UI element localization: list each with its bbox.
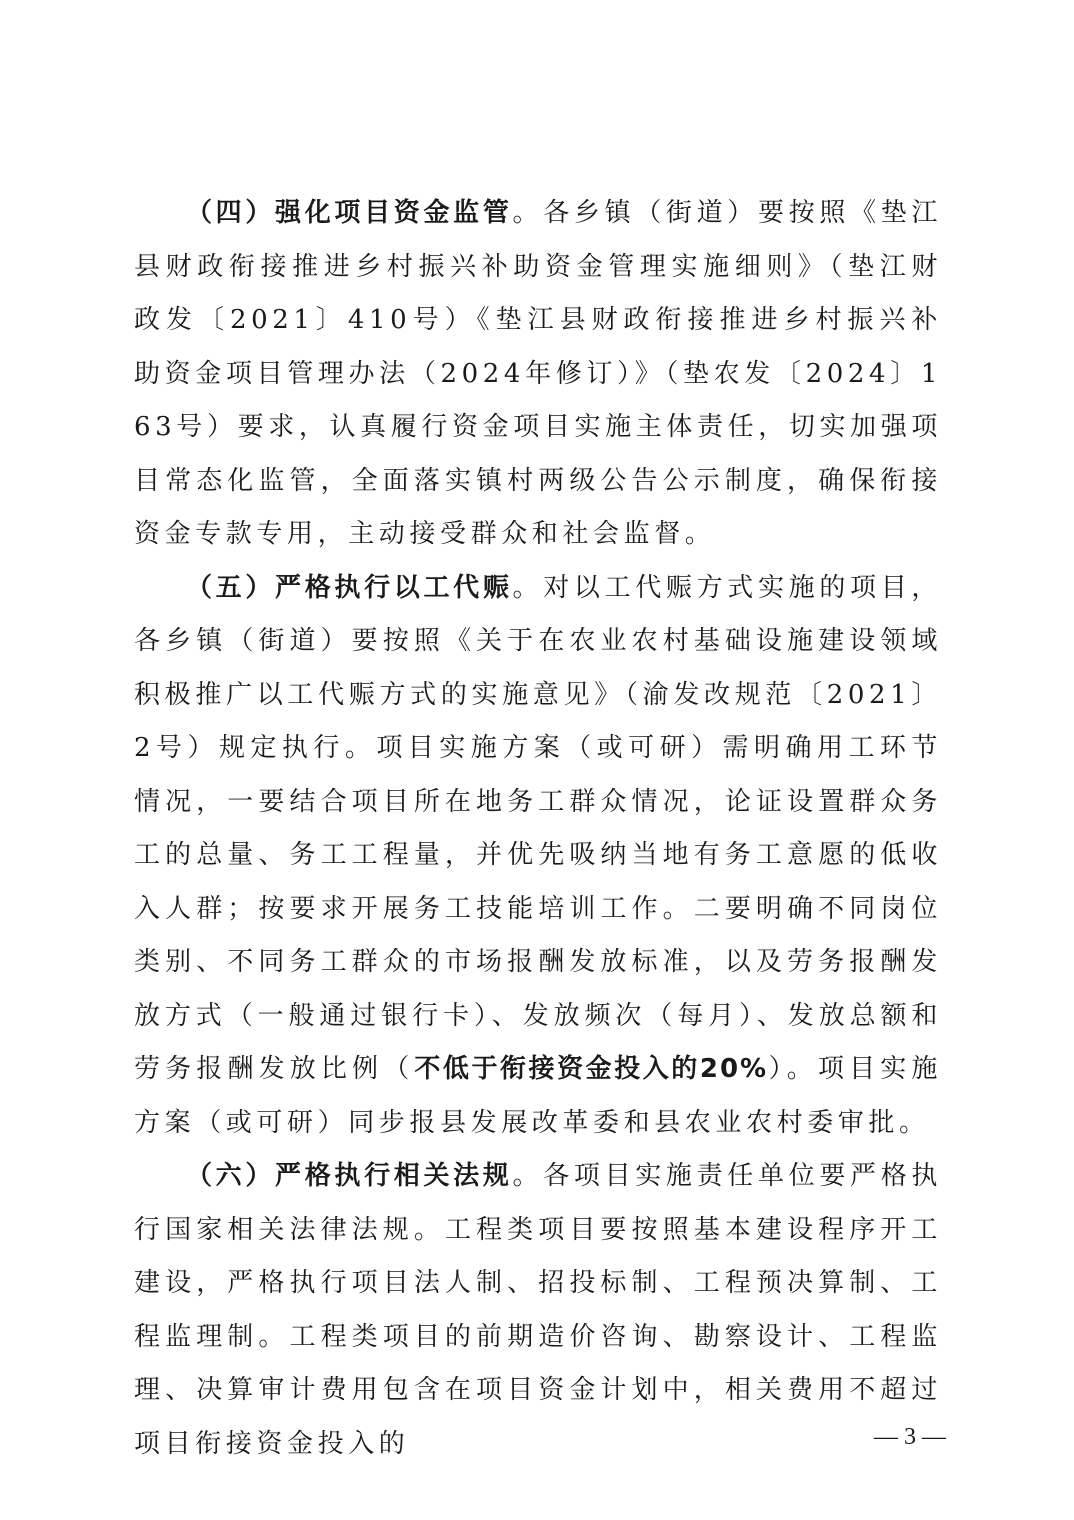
paragraph-text: 。各项目实施责任单位要严格执行国家相关法律法规。工程类项目要按照基本建设程序开工建设，严格执行项目法人制、招投标制、工程预决算制、工程监理制。工程类项目的前期造价咨询、勘察设计、工程监理、决算审计费用包含在项目资金计划中，相关费用不超过项目衔接资金投入的 [134,1161,942,1459]
section-heading-5: （五）严格执行以工代赈 [186,572,513,603]
paragraph-text: 。各乡镇（街道）要按照《垫江县财政衔接推进乡村振兴补助资金管理实施细则》（垫江财政发〔2021〕410号）《垫江县财政衔接推进乡村振兴补助资金项目管理办法（2024年修订）》（垫农发〔2024〕163号）要求，认真履行资金项目实施主体责任，切实加强项目常态化监管，全面落实镇村两级公告公示制度，确保衔接资金专款专用，主动接受群众和社会监督。 [134,198,942,549]
paragraph-text: 。对以工代赈方式实施的项目，各乡镇（街道）要按照《关于在农业农村基础设施建设领域积极推广以工代赈方式的实施意见》（渝发改规范〔2021〕2号）规定执行。项目实施方案（或可研）需明确用工环节情况，一要结合项目所在地务工群众情况，论证设置群众务工的总量、务工工程量，并优先吸纳当地有务工意愿的低收入人群；按要求开展务工技能培训工作。二要明确不同岗位类别、不同务工群众的市场报酬发放标准，以及劳务报酬发放方式（一般通过银行卡）、发放频次（每月）、发放总额和劳务报酬发放比例（ [134,572,942,1084]
document-body [134,187,942,1471]
paragraph-regulations [134,1150,942,1471]
page-number: — 3 — [874,1424,946,1450]
bold-emphasis: 不低于衔接资金投入的20% [414,1054,769,1084]
paragraph-work-relief [134,562,942,1151]
section-heading-6: （六）严格执行相关法规 [186,1161,513,1191]
section-heading-4: （四）强化项目资金监管 [186,198,513,228]
paragraph-text-tail: ）。项目实施方案（或可研）同步报县发展改革委和县农业农村委审批。 [134,1054,942,1138]
paragraph-fund-supervision [134,187,942,562]
